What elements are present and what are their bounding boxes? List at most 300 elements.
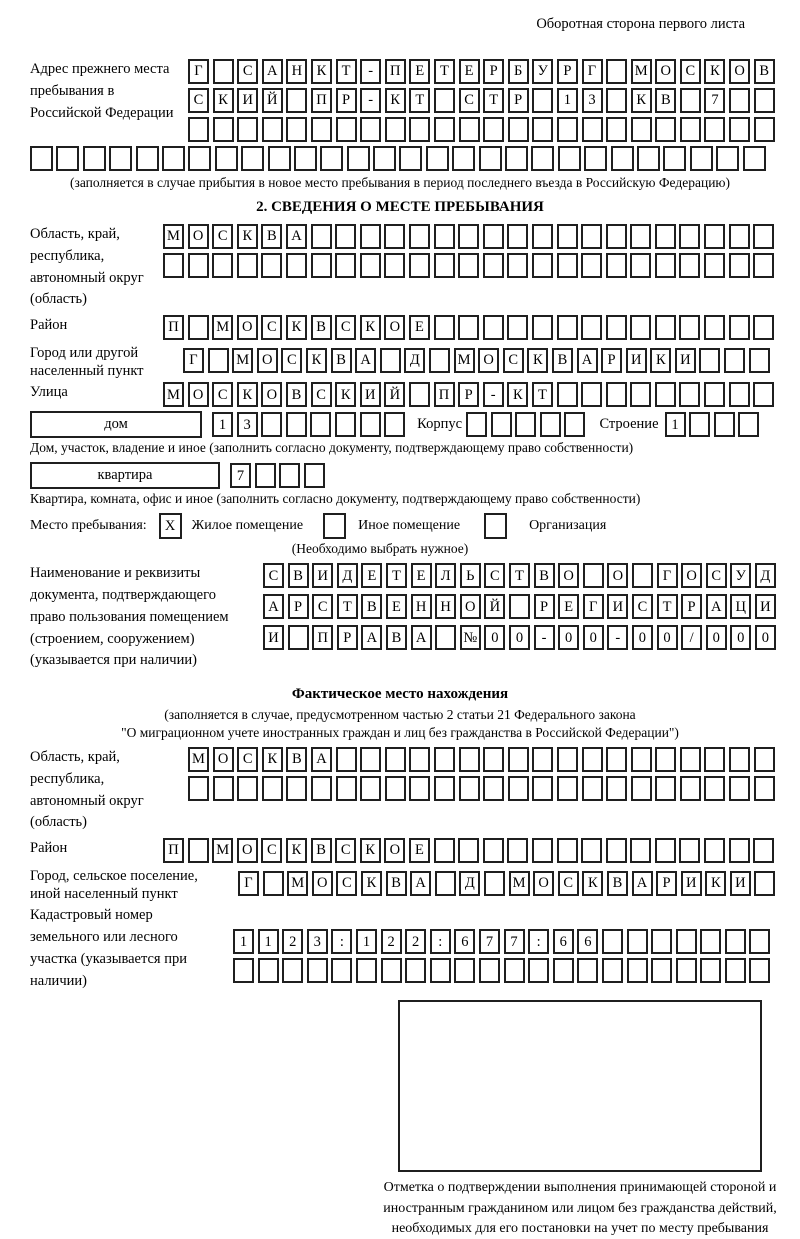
char-cell[interactable]	[606, 838, 627, 863]
char-cell[interactable]: :	[331, 929, 352, 954]
char-cell[interactable]: Р	[557, 59, 578, 84]
char-cell[interactable]: 2	[381, 929, 402, 954]
char-cell[interactable]	[611, 146, 634, 171]
char-cell[interactable]: К	[704, 59, 725, 84]
char-cell[interactable]	[753, 382, 774, 407]
char-cell[interactable]	[704, 224, 725, 249]
char-cell[interactable]	[753, 838, 774, 863]
char-cell[interactable]	[307, 958, 328, 983]
char-cell[interactable]: И	[675, 348, 696, 373]
char-cell[interactable]	[564, 412, 585, 437]
char-cell[interactable]	[212, 253, 233, 278]
char-cell[interactable]	[336, 776, 357, 801]
char-cell[interactable]	[581, 253, 602, 278]
char-cell[interactable]	[409, 776, 430, 801]
char-cell[interactable]	[581, 315, 602, 340]
char-cell[interactable]: 2	[405, 929, 426, 954]
char-cell[interactable]: В	[386, 871, 407, 896]
char-cell[interactable]	[360, 412, 381, 437]
char-cell[interactable]	[689, 412, 710, 437]
char-cell[interactable]: К	[237, 382, 258, 407]
char-cell[interactable]: Д	[755, 563, 776, 588]
char-cell[interactable]: Т	[434, 59, 455, 84]
char-cell[interactable]	[405, 958, 426, 983]
char-cell[interactable]: С	[706, 563, 727, 588]
char-cell[interactable]: Р	[656, 871, 677, 896]
char-cell[interactable]: Т	[337, 594, 358, 619]
char-cell[interactable]: Г	[183, 348, 204, 373]
char-cell[interactable]: К	[507, 382, 528, 407]
char-cell[interactable]: Р	[508, 88, 529, 113]
char-cell[interactable]	[336, 117, 357, 142]
char-cell[interactable]: 0	[632, 625, 653, 650]
char-cell[interactable]	[311, 253, 332, 278]
char-cell[interactable]	[434, 117, 455, 142]
char-cell[interactable]: О	[213, 747, 234, 772]
char-cell[interactable]	[381, 958, 402, 983]
char-cell[interactable]: Г	[238, 871, 259, 896]
char-cell[interactable]: И	[237, 88, 258, 113]
char-cell[interactable]	[458, 315, 479, 340]
char-cell[interactable]	[233, 958, 254, 983]
char-cell[interactable]: 1	[557, 88, 578, 113]
char-cell[interactable]: О	[188, 382, 209, 407]
char-cell[interactable]	[582, 776, 603, 801]
char-cell[interactable]	[627, 958, 648, 983]
char-cell[interactable]	[136, 146, 159, 171]
char-cell[interactable]: Ц	[730, 594, 751, 619]
char-cell[interactable]	[360, 224, 381, 249]
char-cell[interactable]: О	[188, 224, 209, 249]
char-cell[interactable]	[188, 146, 211, 171]
char-cell[interactable]: Е	[409, 59, 430, 84]
char-cell[interactable]: 0	[484, 625, 505, 650]
char-cell[interactable]	[655, 224, 676, 249]
char-cell[interactable]	[655, 382, 676, 407]
char-cell[interactable]: Р	[483, 59, 504, 84]
char-cell[interactable]: А	[311, 747, 332, 772]
char-cell[interactable]: 3	[582, 88, 603, 113]
char-cell[interactable]: М	[509, 871, 530, 896]
char-cell[interactable]	[282, 958, 303, 983]
char-cell[interactable]	[606, 59, 627, 84]
char-cell[interactable]: О	[384, 315, 405, 340]
char-cell[interactable]	[286, 253, 307, 278]
char-cell[interactable]	[630, 253, 651, 278]
char-cell[interactable]: А	[263, 594, 284, 619]
char-cell[interactable]: Е	[459, 59, 480, 84]
char-cell[interactable]: 0	[730, 625, 751, 650]
char-cell[interactable]	[704, 382, 725, 407]
char-cell[interactable]: И	[312, 563, 333, 588]
char-cell[interactable]: 6	[553, 929, 574, 954]
char-cell[interactable]	[508, 747, 529, 772]
char-cell[interactable]	[163, 253, 184, 278]
char-cell[interactable]	[630, 382, 651, 407]
char-cell[interactable]: К	[360, 838, 381, 863]
char-cell[interactable]: О	[384, 838, 405, 863]
char-cell[interactable]	[435, 871, 456, 896]
char-cell[interactable]	[507, 224, 528, 249]
char-cell[interactable]	[532, 838, 553, 863]
char-cell[interactable]: Г	[657, 563, 678, 588]
char-cell[interactable]	[429, 348, 450, 373]
char-cell[interactable]	[426, 146, 449, 171]
char-cell[interactable]: И	[607, 594, 628, 619]
char-cell[interactable]	[655, 117, 676, 142]
char-cell[interactable]	[356, 958, 377, 983]
char-cell[interactable]: В	[386, 625, 407, 650]
char-cell[interactable]	[631, 117, 652, 142]
char-cell[interactable]: Т	[336, 59, 357, 84]
char-cell[interactable]	[215, 146, 238, 171]
char-cell[interactable]	[384, 224, 405, 249]
char-cell[interactable]	[304, 463, 325, 488]
char-cell[interactable]: А	[361, 625, 382, 650]
char-cell[interactable]: Ь	[460, 563, 481, 588]
char-cell[interactable]	[602, 958, 623, 983]
char-cell[interactable]: -	[534, 625, 555, 650]
char-cell[interactable]	[606, 117, 627, 142]
char-cell[interactable]: С	[336, 871, 357, 896]
char-cell[interactable]: 0	[706, 625, 727, 650]
char-cell[interactable]	[241, 146, 264, 171]
char-cell[interactable]: 2	[282, 929, 303, 954]
char-cell[interactable]	[507, 838, 528, 863]
char-cell[interactable]	[109, 146, 132, 171]
char-cell[interactable]: Б	[508, 59, 529, 84]
char-cell[interactable]: С	[312, 594, 333, 619]
char-cell[interactable]	[557, 224, 578, 249]
char-cell[interactable]: У	[730, 563, 751, 588]
char-cell[interactable]: П	[311, 88, 332, 113]
char-cell[interactable]	[704, 315, 725, 340]
char-cell[interactable]: 1	[258, 929, 279, 954]
char-cell[interactable]	[262, 776, 283, 801]
char-cell[interactable]: К	[311, 59, 332, 84]
char-cell[interactable]: С	[335, 838, 356, 863]
char-cell[interactable]: Е	[409, 838, 430, 863]
char-cell[interactable]	[679, 253, 700, 278]
char-cell[interactable]	[458, 838, 479, 863]
char-cell[interactable]	[743, 146, 766, 171]
char-cell[interactable]	[630, 838, 651, 863]
char-cell[interactable]	[557, 253, 578, 278]
char-cell[interactable]: -	[360, 88, 381, 113]
char-cell[interactable]	[690, 146, 713, 171]
char-cell[interactable]	[632, 563, 653, 588]
char-cell[interactable]: 1	[212, 412, 233, 437]
char-cell[interactable]	[602, 929, 623, 954]
char-cell[interactable]: 3	[237, 412, 258, 437]
char-cell[interactable]	[630, 315, 651, 340]
char-cell[interactable]	[335, 224, 356, 249]
char-cell[interactable]	[699, 348, 720, 373]
char-cell[interactable]	[655, 838, 676, 863]
char-cell[interactable]	[286, 776, 307, 801]
char-cell[interactable]: У	[532, 59, 553, 84]
char-cell[interactable]	[479, 146, 502, 171]
char-cell[interactable]	[188, 776, 209, 801]
char-cell[interactable]	[680, 117, 701, 142]
char-cell[interactable]: Е	[411, 563, 432, 588]
char-cell[interactable]: О	[237, 315, 258, 340]
char-cell[interactable]	[704, 776, 725, 801]
char-cell[interactable]: Е	[558, 594, 579, 619]
char-cell[interactable]	[458, 224, 479, 249]
char-cell[interactable]	[479, 958, 500, 983]
char-cell[interactable]: О	[312, 871, 333, 896]
char-cell[interactable]	[753, 315, 774, 340]
char-cell[interactable]	[532, 117, 553, 142]
char-cell[interactable]: Т	[532, 382, 553, 407]
char-cell[interactable]	[753, 224, 774, 249]
char-cell[interactable]	[532, 315, 553, 340]
char-cell[interactable]	[434, 88, 455, 113]
char-cell[interactable]: С	[503, 348, 524, 373]
char-cell[interactable]: О	[257, 348, 278, 373]
char-cell[interactable]	[679, 838, 700, 863]
char-cell[interactable]	[360, 253, 381, 278]
char-cell[interactable]	[360, 117, 381, 142]
char-cell[interactable]	[729, 253, 750, 278]
char-cell[interactable]: К	[582, 871, 603, 896]
char-cell[interactable]	[483, 838, 504, 863]
char-cell[interactable]: В	[331, 348, 352, 373]
char-cell[interactable]	[434, 776, 455, 801]
char-cell[interactable]	[385, 776, 406, 801]
char-cell[interactable]	[434, 224, 455, 249]
char-cell[interactable]	[310, 412, 331, 437]
char-cell[interactable]: К	[335, 382, 356, 407]
char-cell[interactable]	[753, 253, 774, 278]
char-cell[interactable]: 1	[356, 929, 377, 954]
char-cell[interactable]: О	[237, 838, 258, 863]
char-cell[interactable]	[188, 315, 209, 340]
char-cell[interactable]: К	[631, 88, 652, 113]
char-cell[interactable]: Р	[534, 594, 555, 619]
char-cell[interactable]	[268, 146, 291, 171]
char-cell[interactable]	[279, 463, 300, 488]
char-cell[interactable]: П	[434, 382, 455, 407]
stay-type-checkbox-organization[interactable]	[484, 513, 507, 539]
char-cell[interactable]	[409, 117, 430, 142]
char-cell[interactable]	[435, 625, 456, 650]
char-cell[interactable]	[729, 88, 750, 113]
char-cell[interactable]	[630, 224, 651, 249]
char-cell[interactable]	[584, 146, 607, 171]
char-cell[interactable]	[508, 776, 529, 801]
char-cell[interactable]: К	[306, 348, 327, 373]
char-cell[interactable]: Е	[409, 315, 430, 340]
char-cell[interactable]: 6	[577, 929, 598, 954]
char-cell[interactable]	[655, 776, 676, 801]
char-cell[interactable]	[606, 776, 627, 801]
char-cell[interactable]: 0	[755, 625, 776, 650]
char-cell[interactable]: И	[263, 625, 284, 650]
char-cell[interactable]: С	[335, 315, 356, 340]
char-cell[interactable]: А	[706, 594, 727, 619]
char-cell[interactable]	[483, 224, 504, 249]
char-cell[interactable]: С	[281, 348, 302, 373]
char-cell[interactable]	[454, 958, 475, 983]
char-cell[interactable]: Н	[435, 594, 456, 619]
char-cell[interactable]	[557, 838, 578, 863]
char-cell[interactable]	[679, 315, 700, 340]
char-cell[interactable]	[483, 747, 504, 772]
char-cell[interactable]: 0	[583, 625, 604, 650]
char-cell[interactable]	[237, 776, 258, 801]
char-cell[interactable]	[582, 747, 603, 772]
char-cell[interactable]	[532, 776, 553, 801]
char-cell[interactable]: Т	[386, 563, 407, 588]
char-cell[interactable]	[528, 958, 549, 983]
char-cell[interactable]: В	[361, 594, 382, 619]
char-cell[interactable]	[754, 117, 775, 142]
char-cell[interactable]	[360, 776, 381, 801]
char-cell[interactable]	[754, 776, 775, 801]
char-cell[interactable]	[409, 224, 430, 249]
char-cell[interactable]	[532, 88, 553, 113]
char-cell[interactable]: М	[188, 747, 209, 772]
char-cell[interactable]: К	[286, 315, 307, 340]
char-cell[interactable]	[651, 958, 672, 983]
char-cell[interactable]: К	[527, 348, 548, 373]
char-cell[interactable]: П	[312, 625, 333, 650]
char-cell[interactable]: О	[261, 382, 282, 407]
char-cell[interactable]	[557, 117, 578, 142]
char-cell[interactable]	[263, 871, 284, 896]
char-cell[interactable]: 0	[657, 625, 678, 650]
char-cell[interactable]	[680, 776, 701, 801]
char-cell[interactable]: Р	[337, 625, 358, 650]
char-cell[interactable]	[483, 253, 504, 278]
char-cell[interactable]	[83, 146, 106, 171]
char-cell[interactable]	[380, 348, 401, 373]
char-cell[interactable]	[508, 117, 529, 142]
char-cell[interactable]	[606, 88, 627, 113]
char-cell[interactable]	[606, 253, 627, 278]
char-cell[interactable]	[255, 463, 276, 488]
char-cell[interactable]: №	[460, 625, 481, 650]
char-cell[interactable]: /	[681, 625, 702, 650]
char-cell[interactable]	[434, 315, 455, 340]
char-cell[interactable]	[532, 253, 553, 278]
char-cell[interactable]: Л	[435, 563, 456, 588]
char-cell[interactable]	[577, 958, 598, 983]
char-cell[interactable]	[655, 747, 676, 772]
char-cell[interactable]: 6	[454, 929, 475, 954]
char-cell[interactable]: М	[212, 838, 233, 863]
char-cell[interactable]	[385, 117, 406, 142]
char-cell[interactable]: -	[360, 59, 381, 84]
char-cell[interactable]	[409, 253, 430, 278]
char-cell[interactable]: С	[212, 382, 233, 407]
char-cell[interactable]	[738, 412, 759, 437]
char-cell[interactable]: 3	[307, 929, 328, 954]
char-cell[interactable]: С	[558, 871, 579, 896]
char-cell[interactable]	[729, 747, 750, 772]
char-cell[interactable]	[261, 412, 282, 437]
char-cell[interactable]	[384, 253, 405, 278]
char-cell[interactable]	[373, 146, 396, 171]
char-cell[interactable]: И	[626, 348, 647, 373]
char-cell[interactable]	[729, 838, 750, 863]
char-cell[interactable]: :	[430, 929, 451, 954]
char-cell[interactable]: С	[261, 838, 282, 863]
char-cell[interactable]: Д	[459, 871, 480, 896]
char-cell[interactable]: Й	[484, 594, 505, 619]
char-cell[interactable]	[505, 146, 528, 171]
char-cell[interactable]	[581, 382, 602, 407]
char-cell[interactable]	[680, 747, 701, 772]
char-cell[interactable]	[532, 747, 553, 772]
char-cell[interactable]	[336, 747, 357, 772]
char-cell[interactable]	[162, 146, 185, 171]
char-cell[interactable]	[557, 382, 578, 407]
char-cell[interactable]	[754, 88, 775, 113]
char-cell[interactable]: А	[262, 59, 283, 84]
char-cell[interactable]	[347, 146, 370, 171]
char-cell[interactable]	[56, 146, 79, 171]
char-cell[interactable]: С	[237, 59, 258, 84]
char-cell[interactable]	[606, 382, 627, 407]
char-cell[interactable]	[294, 146, 317, 171]
char-cell[interactable]: С	[680, 59, 701, 84]
char-cell[interactable]: К	[262, 747, 283, 772]
char-cell[interactable]: -	[483, 382, 504, 407]
char-cell[interactable]	[360, 747, 381, 772]
stay-type-checkbox-other-premises[interactable]	[323, 513, 346, 539]
char-cell[interactable]: В	[534, 563, 555, 588]
stay-type-checkbox-residential[interactable]: X	[159, 513, 182, 539]
char-cell[interactable]	[582, 117, 603, 142]
char-cell[interactable]	[409, 382, 430, 407]
char-cell[interactable]: С	[311, 382, 332, 407]
char-cell[interactable]: Т	[657, 594, 678, 619]
char-cell[interactable]	[553, 958, 574, 983]
char-cell[interactable]: С	[237, 747, 258, 772]
char-cell[interactable]: -	[607, 625, 628, 650]
char-cell[interactable]	[504, 958, 525, 983]
char-cell[interactable]: Д	[404, 348, 425, 373]
char-cell[interactable]	[452, 146, 475, 171]
char-cell[interactable]	[676, 929, 697, 954]
char-cell[interactable]: К	[237, 224, 258, 249]
char-cell[interactable]	[385, 747, 406, 772]
char-cell[interactable]	[311, 224, 332, 249]
char-cell[interactable]: 7	[479, 929, 500, 954]
char-cell[interactable]	[749, 958, 770, 983]
char-cell[interactable]	[320, 146, 343, 171]
char-cell[interactable]	[655, 253, 676, 278]
char-cell[interactable]: К	[286, 838, 307, 863]
char-cell[interactable]	[663, 146, 686, 171]
char-cell[interactable]: М	[163, 382, 184, 407]
char-cell[interactable]	[384, 412, 405, 437]
char-cell[interactable]	[286, 412, 307, 437]
char-cell[interactable]	[676, 958, 697, 983]
char-cell[interactable]	[509, 594, 530, 619]
char-cell[interactable]	[729, 117, 750, 142]
char-cell[interactable]: О	[681, 563, 702, 588]
char-cell[interactable]: П	[163, 838, 184, 863]
char-cell[interactable]	[725, 929, 746, 954]
char-cell[interactable]: А	[410, 871, 431, 896]
char-cell[interactable]: Р	[336, 88, 357, 113]
char-cell[interactable]: К	[360, 315, 381, 340]
char-cell[interactable]: И	[755, 594, 776, 619]
